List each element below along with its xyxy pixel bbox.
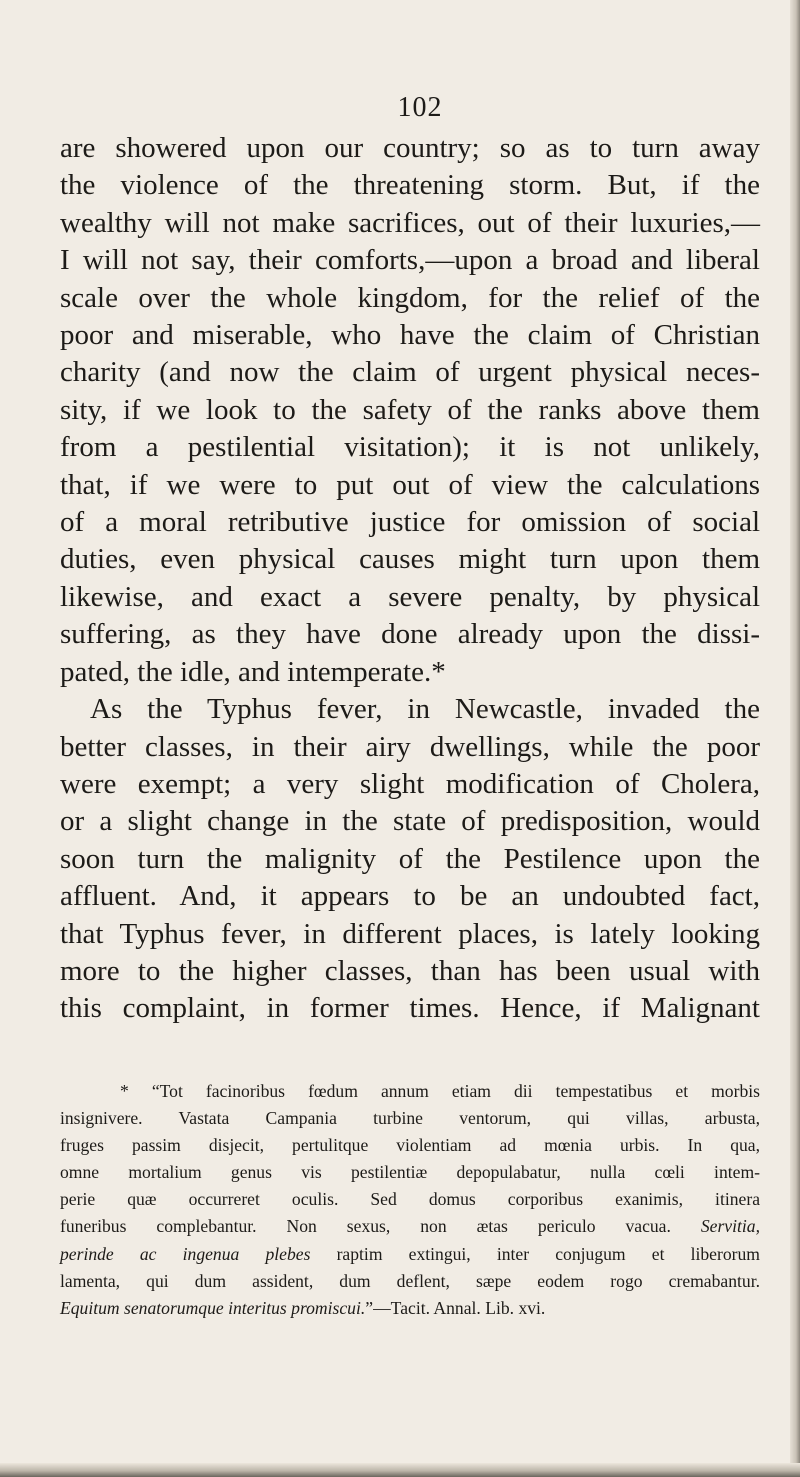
footnote-text: funeribus complebantur. Non sexus, non ætas periculo vacua. — [60, 1216, 671, 1237]
text-line: scale over the whole kingdom, for the relief of the — [60, 281, 760, 314]
text-line: wealthy will not make sacrifices, out of their luxuries,— — [60, 206, 760, 239]
text-line: more to the higher classes, than has been usual with — [60, 954, 760, 987]
text-line: likewise, and exact a severe penalty, by physical — [60, 580, 760, 613]
text-line-paragraph-end: pated, the idle, and intemperate.* — [60, 655, 446, 688]
footnote-line: * “Tot facinoribus fœdum annum etiam dii tempestatibus et morbis — [120, 1081, 760, 1101]
text-line-paragraph-start: As the Typhus fever, in Newcastle, invaded the — [90, 693, 760, 726]
text-line: or a slight change in the state of predisposition, would — [60, 805, 760, 838]
footnote — [60, 1078, 760, 1322]
footnote-italic-text: perinde ac ingenua plebes — [60, 1243, 311, 1264]
text-line: charity (and now the claim of urgent physical neces- — [60, 356, 760, 389]
text-line: are showered upon our country; so as to turn away — [60, 132, 760, 164]
footnote-text: raptim extingui, inter conjugum et liberorum — [336, 1243, 760, 1264]
text-line: this complaint, in former times. Hence, if Malignant — [60, 992, 760, 1025]
text-line: of a moral retributive justice for omission of social — [60, 506, 760, 539]
text-line: I will not say, their comforts,—upon a broad and liberal — [60, 244, 760, 277]
text-line: that Typhus fever, in different places, is lately looking — [60, 917, 760, 950]
page-number: 102 — [397, 92, 443, 123]
footnote-line: omne mortalium genus vis pestilentiæ depopulabatur, nulla cœli intem- — [60, 1162, 760, 1183]
footnote-italic-text: Servitia, — [700, 1216, 760, 1237]
text-line: better classes, in their airy dwellings, while the poor — [60, 730, 760, 763]
text-line: poor and miserable, who have the claim of Christian — [60, 319, 760, 352]
text-line: sity, if we look to the safety of the ranks above them — [60, 393, 760, 426]
page-bottom-edge-shadow — [0, 1463, 800, 1477]
text-line: soon turn the malignity of the Pestilence upon the — [60, 842, 760, 875]
text-line: from a pestilential visitation); it is not unlikely, — [60, 431, 760, 464]
page-right-edge-shadow — [790, 0, 800, 1477]
footnote-line: fruges passim disjecit, pertulitque violentiam ad mœnia urbis. In qua, — [60, 1135, 760, 1156]
footnote-line — [60, 1241, 760, 1268]
main-text-block — [60, 130, 760, 1028]
text-line: suffering, as they have done already upon the dissi- — [60, 618, 760, 651]
footnote-line: perie quæ occurreret oculis. Sed domus corporibus exanimis, itinera — [60, 1189, 760, 1210]
footnote-italic-text: Equitum senatorumque interitus promiscui. — [60, 1297, 366, 1318]
text-line: affluent. And, it appears to be an undoubted fact, — [60, 880, 760, 913]
text-line: that, if we were to put out of view the calculations — [60, 468, 760, 501]
footnote-citation: ”—Tacit. Annal. Lib. xvi. — [365, 1297, 546, 1318]
text-line: duties, even physical causes might turn upon them — [60, 543, 760, 576]
footnote-line: lamenta, qui dum assident, dum deflent, sæpe eodem rogo cremabantur. — [60, 1270, 760, 1291]
text-line: were exempt; a very slight modification of Cholera, — [60, 767, 760, 800]
footnote-line: insignivere. Vastata Campania turbine ventorum, qui villas, arbusta, — [60, 1108, 760, 1129]
footnote-line — [60, 1213, 760, 1240]
footnote-line-citation — [60, 1295, 760, 1322]
text-line: the violence of the threatening storm. But, if the — [60, 169, 760, 202]
